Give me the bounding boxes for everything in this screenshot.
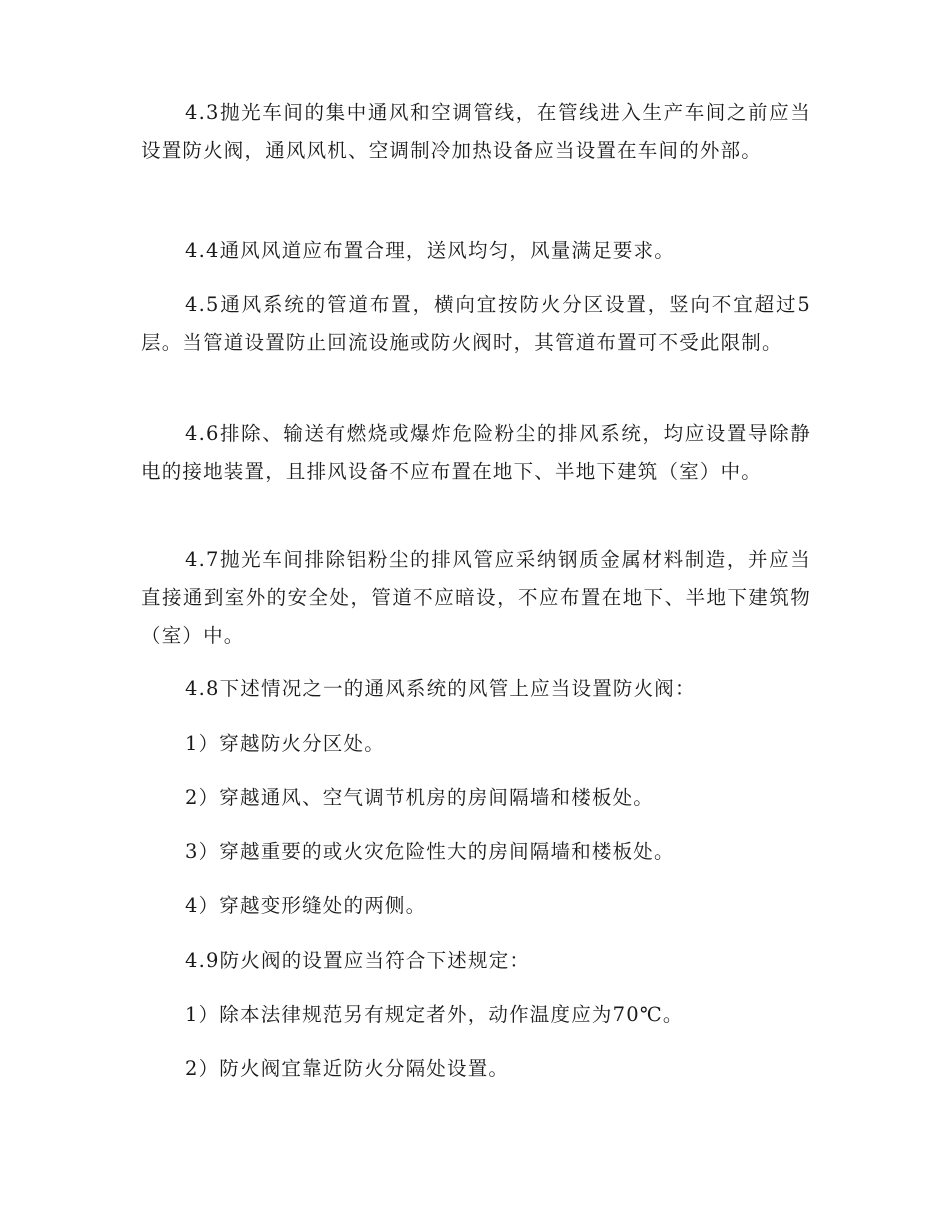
paragraph-4-4: 4.4通风风道应布置合理，送风均匀，风量满足要求。 (185, 239, 676, 262)
paragraph-4-9: 4.9防火阀的设置应当符合下述规定： (185, 949, 531, 972)
list-item-4-8-3: 3）穿越重要的或火灾危险性大的房间隔墙和楼板处。 (185, 840, 675, 863)
paragraph-4-3: 4.3抛光车间的集中通风和空调管线，在管线进入生产车间之前应当设置防火阀，通风风机、空调制冷加热设备应当设置在车间的外部。 (141, 101, 811, 162)
paragraph-4-8: 4.8下述情况之一的通风系统的风管上应当设置防火阀： (185, 677, 696, 700)
list-item-4-9-1: 1）除本法律规范另有规定者外，动作温度应为70℃。 (185, 1003, 684, 1026)
list-item-4-9-2: 2）防火阀宜靠近防火分隔处设置。 (185, 1057, 510, 1080)
paragraph-4-7: 4.7抛光车间排除铝粉尘的排风管应采纳钢质金属材料制造，并应当直接通到室外的安全处，管道不应暗设，不应布置在地下、半地下建筑物（室）中。 (141, 548, 811, 647)
paragraph-4-5: 4.5通风系统的管道布置，横向宜按防火分区设置，竖向不宜超过5 层。当管道设置防止回流设施或防火阀时，其管道布置可不受此限制。 (141, 293, 811, 354)
list-item-4-8-4: 4）穿越变形缝处的两侧。 (185, 894, 427, 917)
list-item-4-8-2: 2）穿越通风、空气调节机房的房间隔墙和楼板处。 (185, 786, 655, 809)
paragraph-4-6: 4.6排除、输送有燃烧或爆炸危险粉尘的排风系统，均应设置导除静电的接地装置，且排风设备不应布置在地下、半地下建筑（室）中。 (141, 422, 811, 483)
list-item-4-8-1: 1）穿越防火分区处。 (185, 732, 385, 755)
